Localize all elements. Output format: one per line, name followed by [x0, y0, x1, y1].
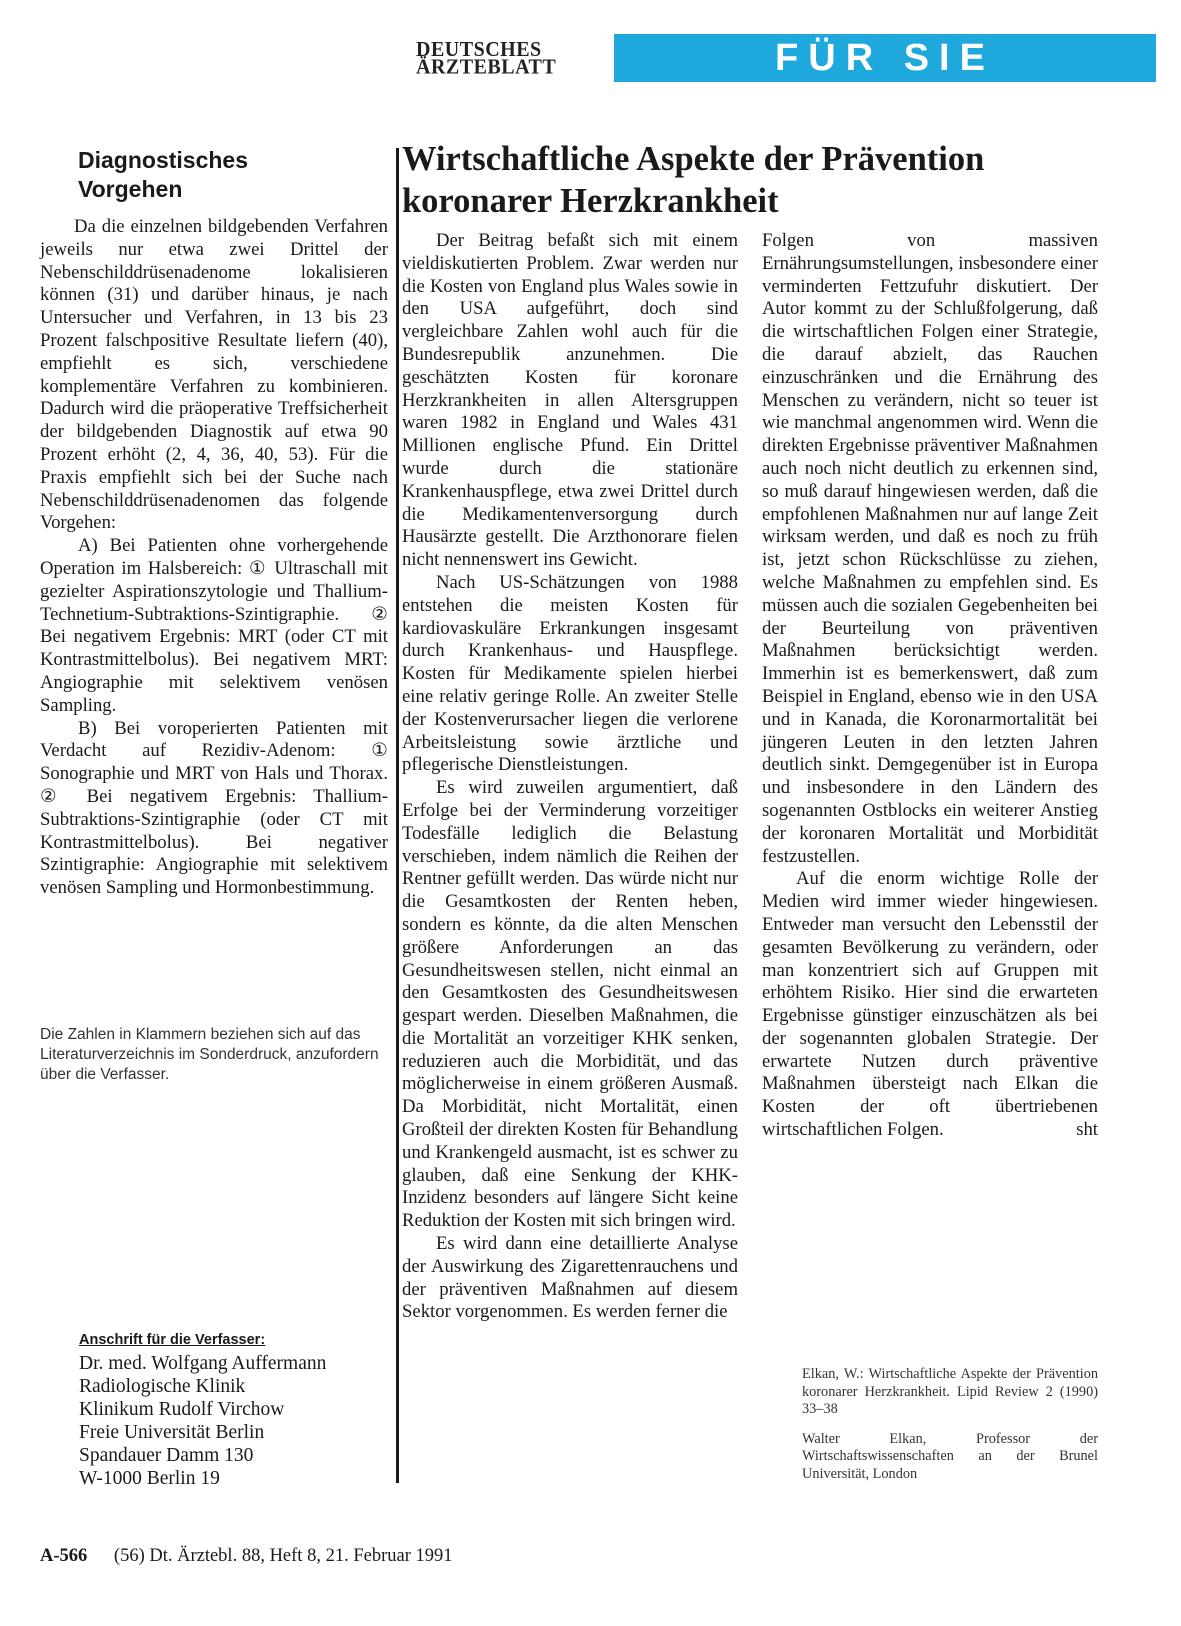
page-number: A-566 [40, 1546, 88, 1566]
paragraph: Da die einzelnen bildgebenden Verfahren jeweils nur etwa zwei Drittel der Nebenschilddrüsenadenome lokalisieren können (31) und darüber hinaus, je nach Untersucher und Verfahren, in 13 bis 23 Prozent falschpositive Resultate liefern (40), empfiehlt es sich, verschiedene komplementäre Verfahren zu kombinieren. Dadurch wird die präoperative Treffsicherheit der bildgebenden Diagnostik auf etwa 90 Prozent erhöht (2, 4, 36, 40, 53). Für die Praxis empfiehlt sich bei der Suche nach Nebenschilddrüsenadenomen das folgende Vorgehen: [40, 216, 388, 534]
journal-name-line1: DEUTSCHES [416, 38, 542, 62]
citation: (56) Dt. Ärztebl. 88, Heft 8, 21. Februar 1991 [113, 1546, 453, 1566]
column-divider [396, 148, 399, 1483]
paragraph-list-b: B) Bei voroperierten Patienten mit Verdacht auf Rezidiv-Adenom: ① Sonographie und MRT von Hals und Thorax. ② Bei negativem Ergebnis: Thallium-Subtraktions-Szintigraphie (oder CT mit Kontrastmittelbolus). Bei negativer Szintigraphie: Angiographie mit selektivem venösen Sampling und Hormonbestimmung. [40, 717, 388, 899]
section-banner: FÜR SIE REFERIERT [614, 34, 1156, 82]
paragraph-list-a: A) Bei Patienten ohne vorhergehende Operation im Halsbereich: ① Ultraschall mit gezielter Aspirationszytologie und Thallium-Technetium-Subtraktions-Szintigraphie. ② Bei negativem Ergebnis: MRT (oder CT mit Kontrastmittelbolus). Bei negativem MRT: Angiographie mit selektivem venösen Sampling. [40, 535, 388, 716]
author-note: Walter Elkan, Professor der Wirtschaftswissenschaften an der Brunel Universität, London [802, 1430, 1098, 1482]
paragraph: Es wird dann eine detaillierte Analyse der Auswirkung des Zigarettenrauchens und der präventiven Maßnahmen auf diesem Sektor vorgenommen. Es werden ferner die [402, 1233, 738, 1323]
signature: sht [1076, 1119, 1098, 1141]
author-address [79, 1332, 384, 1490]
article-title [402, 138, 1162, 222]
journal-logo [416, 38, 557, 79]
reference-block [802, 1366, 1098, 1495]
address-lines [79, 1352, 384, 1490]
address-label: Anschrift für die Verfasser: [79, 1332, 266, 1348]
paragraph: Der Beitrag befaßt sich mit einem vieldiskutierten Problem. Zwar werden nur die Kosten von England plus Wales sowie in den USA aufgeführt, doch sind vergleichbare Zahlen wohl auch für die Bundesrepublik anzunehmen. Die geschätzten Kosten für koronare Herzkrankheiten in allen Altersgruppen waren 1982 in England und Wales 431 Millionen englische Pfund. Ein Drittel wurde durch die stationäre Krankenhauspflege, etwa zwei Drittel durch die Medikamentenversorgung durch Hausärzte gestellt. Die Arzthonorare fielen nicht nennenswert ins Gewicht. [402, 230, 738, 571]
address-line: Klinikum Rudolf Virchow [79, 1399, 285, 1420]
address-line: Dr. med. Wolfgang Auffermann [79, 1353, 327, 1374]
section-heading [78, 146, 388, 204]
address-line: W-1000 Berlin 19 [79, 1468, 220, 1489]
article-column-2 [762, 230, 1098, 1142]
section-heading-line1: Diagnostisches [78, 147, 248, 173]
paragraph-text: Auf die enorm wichtige Rolle der Medien wird immer wieder hingewiesen. Entweder man versucht den Lebensstil der gesamten Bevölkerung zu verändern, oder man konzentriert sich auf Gruppen mit erhöhtem Risiko. Hier sind die erwarteten Ergebnisse günstiger einzuschätzen als bei der sogenannten globalen Strategie. Der erwartete Nutzen durch präventive Maßnahmen übersteigt nach Elkan die Kosten der oft übertriebenen wirtschaftlichen Folgen. [762, 868, 1098, 1141]
address-line: Spandauer Damm 130 [79, 1445, 254, 1466]
paragraph: Folgen von massiven Ernährungsumstellungen, insbesondere einer verminderten Fettzufuhr diskutiert. Der Autor kommt zu der Schlußfolgerung, daß die wirtschaftlichen Folgen einer Strategie, die darauf abzielt, das Rauchen einzuschränken und die Ernährung des Menschen zu verändern, nicht so teuer ist wie manchmal angenommen wird. Wenn die direkten Ergebnisse präventiver Maßnahmen auch noch nicht deutlich zu erkennen sind, so muß darauf hingewiesen werden, daß die empfohlenen Maßnahmen nur auf lange Zeit wirksam werden, und daß es noch zu früh ist, jetzt schon Rückschlüsse zu ziehen, welche Maßnahmen zu empfehlen sind. Es müssen auch die sozialen Gegebenheiten bei der Beurteilung von präventiven Maßnahmen berücksichtigt werden. Immerhin ist es bemerkenswert, daß zum Beispiel in England, ebenso wie in den USA und in Kanada, die Koronarmortalität bei jüngeren Leuten in den letzten Jahren deutlich sinkt. Demgegenüber ist in Europa und insbesondere in den Ländern des sogenannten Ostblocks ein weiterer Anstieg der koronaren Mortalität und Morbidität festzustellen. [762, 230, 1098, 867]
masthead [416, 34, 1156, 127]
paragraph: Nach US-Schätzungen von 1988 entstehen die meisten Kosten für kardiovaskuläre Erkrankungen insgesamt durch Krankenhaus- und Hauspflege. Kosten für Medikamente spielen hierbei eine relativ geringe Rolle. An zweiter Stelle der Kostenverursacher liegen die verlorene Arbeitsleistung sowie ärztliche und pflegerische Dienstleistungen. [402, 571, 738, 776]
address-line: Freie Universität Berlin [79, 1422, 265, 1443]
paragraph [762, 868, 1098, 1142]
journal-name-line2: ÄRZTEBLATT [416, 55, 557, 79]
address-line: Radiologische Klinik [79, 1376, 246, 1397]
article-title-line1: Wirtschaftliche Aspekte der Prävention [402, 140, 985, 178]
article-title-line2: koronarer Herzkrankheit [402, 182, 779, 220]
section-heading-line2: Vorgehen [78, 176, 183, 202]
reference: Elkan, W.: Wirtschaftliche Aspekte der Prävention koronarer Herzkrankheit. Lipid Review 2 (1990) 33–38 [802, 1366, 1098, 1417]
paragraph: Es wird zuweilen argumentiert, daß Erfolge bei der Verminderung vorzeitiger Todesfälle lediglich die Belastung verschieben, indem nämlich die Reihen der Rentner gefüllt werden. Das würde nicht nur die Gesamtkosten der Renten heben, sondern es könnte, da die alten Menschen größere Anforderungen an das Gesundheitswesen stellen, nicht einmal an den Gesamtkosten des Gesundheitswesen gespart werden. Dieselben Maßnahmen, die die Mortalität an vorzeitiger KHK senken, reduzieren auch die Morbidität, und das möglicherweise in einem größeren Ausmaß. Da Morbidität, nicht Mortalität, einen Großteil der direkten Kosten für Behandlung und Krankengeld ausmacht, ist es schwer zu glauben, daß eine Senkung der KHK-Inzidenz besonders auf längere Sicht keine Reduktion der Kosten mit sich bringen wird. [402, 777, 738, 1232]
article-column-1 [402, 230, 738, 1324]
footnote: Die Zahlen in Klammern beziehen sich auf das Literaturverzeichnis im Sonderdruck, anzufordern über die Verfasser. [40, 1026, 379, 1083]
left-column [40, 146, 388, 900]
left-body [40, 216, 388, 900]
page-footer [40, 1546, 452, 1567]
